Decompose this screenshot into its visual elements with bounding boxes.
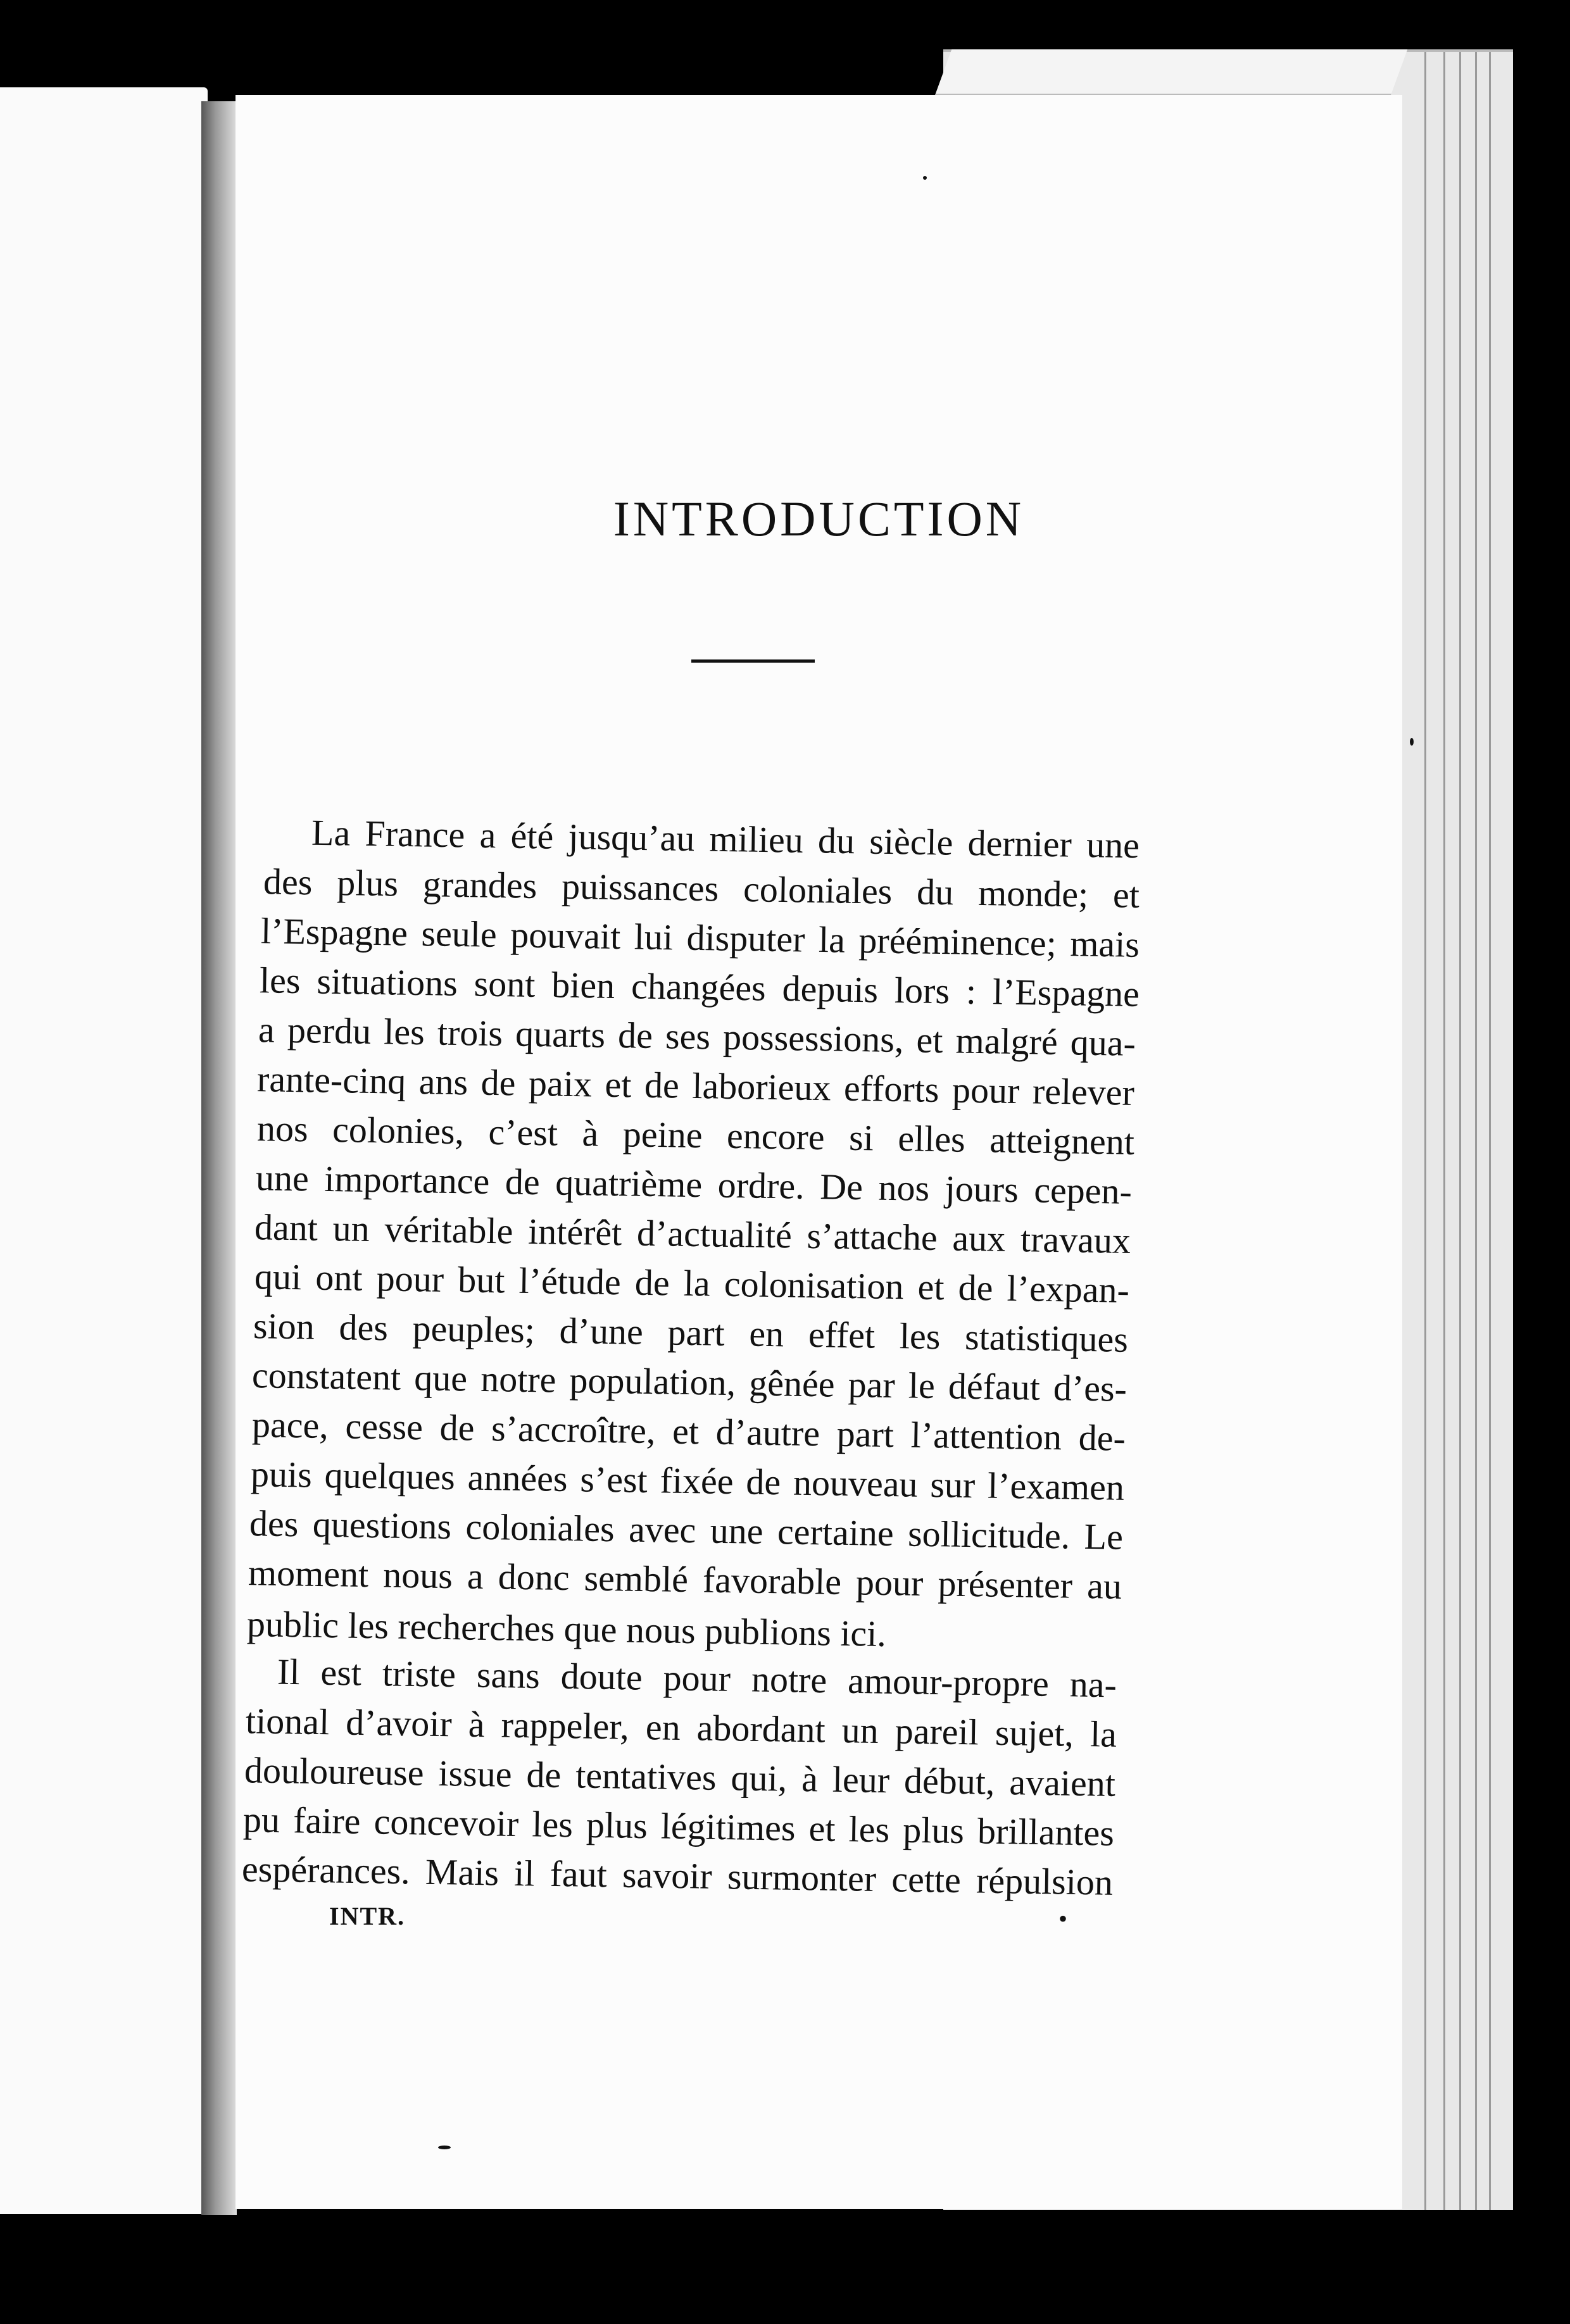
text-line: espérances. Mais il faut savoir surmonter cette répulsion — [241, 1848, 1114, 1903]
text-line: des questions coloniales avec une certaine sollicitude. Le — [249, 1502, 1124, 1558]
page-corner-flap — [935, 49, 1408, 96]
text-line: pu faire concevoir les plus légitimes et les plus brillantes — [242, 1799, 1115, 1854]
text-line: rante-cinq ans de paix et de laborieux efforts pour relever — [256, 1058, 1135, 1113]
chapter-title: INTRODUCTION — [613, 491, 1025, 546]
text-line: puis quelques années s’est fixée de nouveau sur l’examen — [250, 1453, 1125, 1508]
text-line: Il est triste sans doute pour notre amour-propre na- — [277, 1651, 1117, 1706]
text-line: La France a été jusqu’au milieu du siècle dernier une — [311, 811, 1140, 866]
text-line: pace, cesse de s’accroître, et d’autre part l’attention de- — [251, 1404, 1126, 1459]
previous-page-edge — [0, 87, 208, 2214]
scan-speck — [923, 176, 927, 180]
text-line: des plus grandes puissances coloniales du monde; et — [263, 861, 1140, 916]
text-line: sion des peuples; d’une part en effet les statistiques — [253, 1305, 1129, 1360]
text-line: a perdu les trois quarts de ses possessions, et malgré qua- — [258, 1009, 1136, 1064]
book-gutter — [201, 101, 237, 2215]
text-line: une importance de quatrième ordre. De nos jours cepen- — [255, 1157, 1133, 1212]
text-line: douloureuse issue de tentatives qui, à leur début, avaient — [244, 1749, 1116, 1804]
text-line: qui ont pour but l’étude de la colonisation et de l’expan- — [254, 1256, 1130, 1311]
text-line: l’Espagne seule pouvait lui disputer la prééminence; mais — [260, 910, 1140, 965]
scan-speck — [1410, 738, 1414, 746]
signature-label: INTR. — [329, 1902, 406, 1930]
text-line: constatent que notre population, gênée par le défaut d’es- — [251, 1354, 1127, 1409]
text-line: nos colonies, c’est à peine encore si elles atteignent — [256, 1108, 1135, 1163]
body-text — [236, 95, 1402, 2209]
text-line: tional d’avoir à rappeler, en abordant un pareil sujet, la — [245, 1700, 1117, 1755]
text-line-last: public les recherches que nous publions ici. — [246, 1603, 887, 1654]
text-line: moment nous a donc semblé favorable pour présenter au — [248, 1552, 1122, 1607]
text-line: les situations sont bien changées depuis lors : l’Espagne — [259, 959, 1140, 1015]
book-page — [236, 95, 1402, 2209]
signature-mark: • — [1058, 1904, 1068, 1933]
text-line: dant un véritable intérêt d’actualité s’attache aux travaux — [254, 1206, 1131, 1261]
scan-speck — [438, 2146, 451, 2149]
